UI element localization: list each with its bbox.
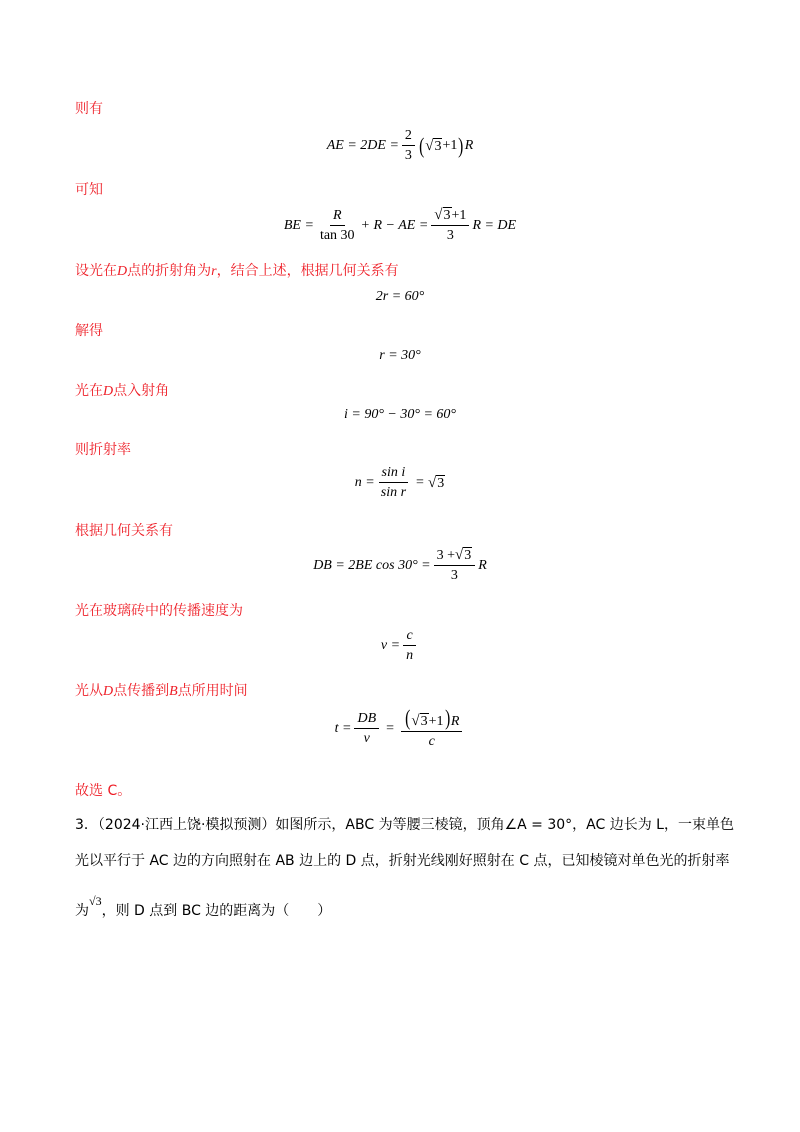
eq1-sqrt: √ 3 [425,137,442,154]
l3-var: D [117,264,128,279]
eq1-right-paren: ) [458,132,464,158]
eq9-fraction-2 [401,707,462,750]
eq9-numerator-r: R [450,714,460,729]
eq2-numerator-1: R [330,207,345,226]
l5-var: D [103,384,114,399]
equation-2r [0,289,800,305]
eq9-radicand: 3 [420,714,428,729]
eq7-fraction [434,547,476,584]
eq2-numerator-2: √ 3 +1 [431,207,469,226]
equation-db [0,547,800,584]
eq6-radicand: 3 [437,475,445,491]
eq6-numerator: sin i [379,464,409,483]
question-line-3-prefix: 为 [75,903,89,919]
eq2-mid: + R − AE = [360,217,429,233]
l5-prefix: 光在 [75,383,103,399]
text-incident-angle [75,380,169,400]
eq6-sqrt: √ 3 [427,474,445,491]
eq6-equals: = [416,474,424,490]
eq2-denominator-1: tan 30 [319,228,355,243]
eq1-r: R [464,137,474,153]
equation-n [0,464,800,501]
eq1-radicand: 3 [434,138,442,154]
l3-prefix: 设光在 [75,263,117,279]
eq4: r = 30° [379,348,421,363]
l9-var2: B [169,684,178,699]
eq9-fraction-1 [354,710,379,747]
eq2-numerator-tail: +1 [451,208,467,223]
text-it-follows: 可知 [75,182,103,198]
eq7-denominator: 3 [450,568,458,583]
eq2-lhs: BE = [283,217,314,233]
eq8-fraction [403,627,416,664]
eq1-fraction [402,127,415,164]
equation-be [0,207,800,244]
eq7-numerator-a: 3 + [436,548,456,563]
eq2-rhs: R = DE [472,217,517,233]
l3-var2: r [211,264,217,279]
eq8-lhs: v = [380,637,401,653]
text-speed-in-glass: 光在玻璃砖中的传播速度为 [75,603,243,619]
equation-r [0,348,800,364]
text-answer: 故选 C。 [75,783,132,799]
l9-prefix: 光从 [75,683,103,699]
l9-var: D [103,684,114,699]
eq5: i = 90° − 30° = 60° [343,407,457,422]
eq1-denominator: 3 [404,148,412,163]
eq7-r: R [478,557,487,573]
eq8-numerator: c [403,627,415,646]
eq2-denominator-2: 3 [446,228,454,243]
l3-mid: 点的折射角为 [127,263,212,279]
text-refractive-index: 则折射率 [75,442,131,458]
eq6-fraction [378,464,409,501]
text-travel-time [75,680,248,700]
equation-v [0,627,800,664]
eq9-lhs: t = [334,720,352,736]
eq8-denominator: n [406,648,414,663]
eq6-lhs: n = [354,474,375,490]
eq9-numerator-2: ( √ 3 +1)R [401,707,462,732]
eq9-denominator-1: v [363,731,370,746]
eq1-tail: +1 [442,137,458,153]
question-line-3-suffix: ，则 D 点到 BC 边的距离为（ ） [101,903,332,919]
eq2-fraction-1 [317,207,358,244]
eq1-lhs: AE = 2DE = [326,137,399,153]
eq3: 2r = 60° [375,289,425,304]
question-line-2: 光以平行于 AC 边的方向照射在 AB 边上的 D 点，折射光线刚好照射在 C 点，已知棱镜对单色光的折射率 [75,853,730,869]
l9-mid: 点传播到 [113,683,170,699]
text-solve: 解得 [75,323,103,339]
l5-suffix: 点入射角 [113,383,170,399]
l9-suffix: 点所用时间 [177,683,248,699]
eq1-numerator: 2 [402,127,415,146]
eq9-numerator-1: DB [354,710,379,729]
eq7-numerator: 3 + √ 3 [434,547,476,566]
equation-t [0,707,800,750]
question-line-3 [75,894,332,920]
eq9-equals: = [386,720,395,736]
l3-suffix: ，结合上述，根据几何关系有 [216,263,399,279]
text-then-have: 则有 [75,101,103,117]
eq2-fraction-2 [431,207,469,244]
eq7-lhs: DB = 2BE cos 30° = [313,557,431,573]
eq7-radicand: 3 [464,548,472,563]
eq2-radicand: 3 [443,208,451,223]
eq9-denominator-2: c [428,734,435,749]
eq9-numerator-tail: +1 [428,714,444,729]
question-line-1: 3．（2024·江西上饶·模拟预测）如图所示，ABC 为等腰三棱镜，顶角∠A = 30°，AC 边长为 L，一束单色 [75,817,734,833]
equation-i [0,407,800,423]
eq1-left-paren: ( [419,132,425,158]
text-geometry: 根据几何关系有 [75,523,173,539]
eq6-denominator: sin r [380,485,407,500]
question-line-3-sqrt: √3 [89,894,102,908]
text-refraction-angle [75,260,399,280]
equation-ae [0,127,800,164]
